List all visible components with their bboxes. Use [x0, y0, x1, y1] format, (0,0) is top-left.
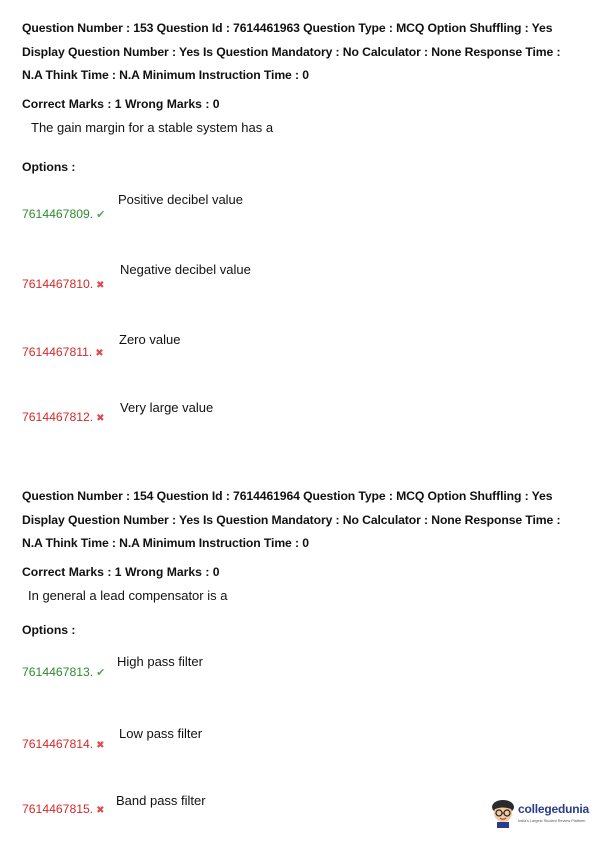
logo-tagline: India's Largest Student Review Platform: [518, 819, 586, 823]
option-id: 7614467809. ✔: [22, 207, 106, 221]
cross-icon: ✖: [96, 280, 105, 291]
option-id: 7614467815. ✖: [22, 802, 105, 816]
cross-icon: ✖: [95, 348, 104, 359]
question-text: The gain margin for a stable system has a: [31, 120, 274, 135]
option-id: 7614467810. ✖: [22, 277, 105, 291]
question-text: In general a lead compensator is a: [28, 588, 228, 603]
option-text: Low pass filter: [119, 726, 203, 741]
check-icon: ✔: [96, 209, 106, 221]
option-text: Positive decibel value: [118, 192, 244, 207]
cross-icon: ✖: [96, 805, 105, 816]
option-text: Band pass filter: [116, 793, 206, 808]
options-label: Options :: [22, 160, 76, 174]
logo-wordmark: collegedunia: [518, 802, 589, 816]
option-text: Very large value: [120, 400, 214, 415]
question-meta: Question Number : 153 Question Id : 7614461963 Question Type : MCQ Option Shuffling : Yes Display Question Number : Yes Is Question Mandatory : No Calculator : None Response Time : N.A Think Time : N.A Minimum Instruction Time : 0: [22, 21, 561, 82]
option-id: 7614467811. ✖: [22, 345, 104, 359]
check-icon: ✔: [96, 667, 106, 679]
options-label: Options :: [22, 623, 76, 637]
question-meta: Question Number : 154 Question Id : 7614461964 Question Type : MCQ Option Shuffling : Yes Display Question Number : Yes Is Question Mandatory : No Calculator : None Response Time : N.A Think Time : N.A Minimum Instruction Time : 0: [22, 489, 561, 550]
option-text: Negative decibel value: [120, 262, 251, 277]
question-marks: Correct Marks : 1 Wrong Marks : 0: [22, 565, 220, 579]
student-mascot-icon: [490, 798, 516, 828]
collegedunia-logo: [490, 798, 590, 830]
option-id: 7614467812. ✖: [22, 410, 105, 424]
option-text: Zero value: [119, 332, 181, 347]
cross-icon: ✖: [96, 413, 105, 424]
cross-icon: ✖: [96, 740, 105, 751]
question-marks: Correct Marks : 1 Wrong Marks : 0: [22, 97, 220, 111]
option-id: 7614467814. ✖: [22, 737, 105, 751]
option-text: High pass filter: [117, 654, 203, 669]
option-id: 7614467813. ✔: [22, 665, 106, 679]
